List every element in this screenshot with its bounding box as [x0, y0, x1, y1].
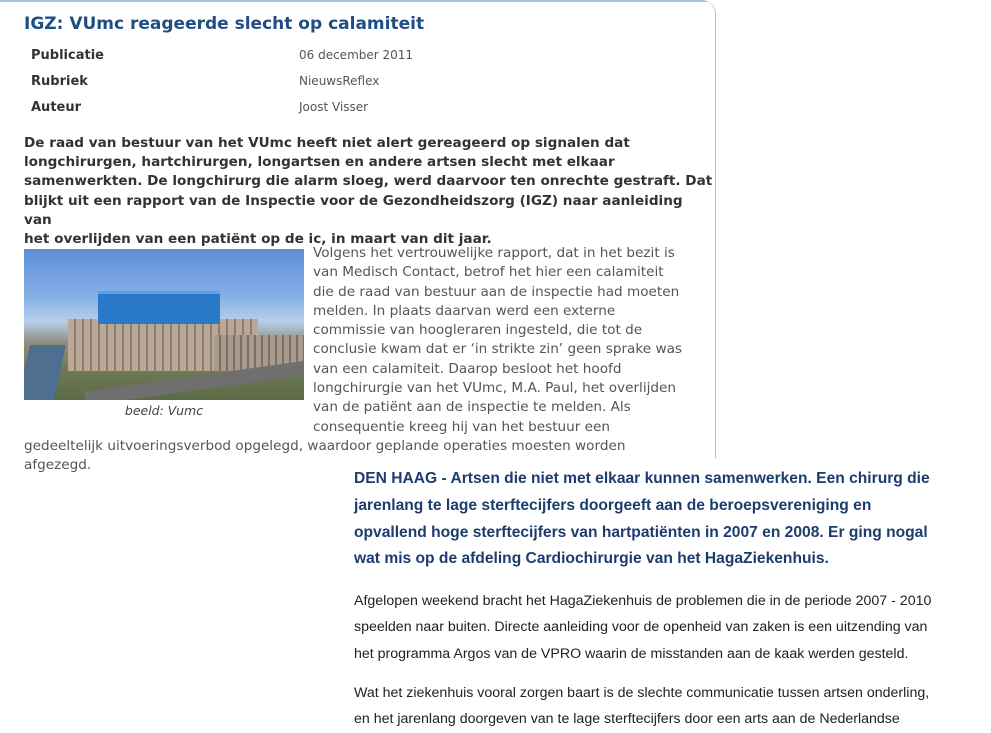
frame-border — [0, 0, 715, 2]
meta-label: Auteur — [31, 100, 82, 115]
photo-building-top — [98, 291, 220, 324]
body-line: van Medisch Contact, betrof het hier een calamiteit — [313, 264, 664, 281]
meta-label: Rubriek — [31, 74, 88, 89]
body-line: van een calamiteit. Daarop besloot het hoofd — [313, 360, 622, 377]
body-line: Volgens het vertrouwelijke rapport, dat in het bezit is — [313, 245, 675, 261]
body-line: gedeeltelijk uitvoeringsverbod opgelegd, waardoor geplande operaties moesten worden — [24, 438, 626, 454]
lead-line: het overlijden van een patiënt op de ic, in maart van dit jaar. — [24, 231, 492, 248]
meta-value: 06 december 2011 — [299, 48, 414, 62]
article2-paragraph-1 — [354, 588, 931, 667]
body-line: melden. In plaats daarvan werd een externe — [313, 302, 616, 319]
lead-line: samenwerkten. De longchirurg die alarm sloeg, werd daarvoor ten onrechte gestraft. Dat — [24, 173, 713, 190]
lead-line: longchirurgen, hartchirurgen, longartsen en andere artsen slecht met elkaar — [24, 154, 615, 171]
article-clipping-haga — [337, 458, 991, 733]
body-line: afgezegd. — [24, 457, 92, 474]
meta-value: Joost Visser — [299, 100, 369, 114]
meta-value: NieuwsReflex — [299, 74, 380, 88]
lead-line: wat mis op de afdeling Cardiochirurgie van het HagaZiekenhuis. — [354, 550, 829, 568]
paragraph-line: speelden naar buiten. Directe aanleiding voor de openheid van zaken is een uitzending van — [354, 619, 928, 636]
article2-paragraph-2 — [354, 680, 929, 733]
body-line: die de raad van bestuur aan de inspectie had moeten — [313, 283, 680, 300]
lead-line: DEN HAAG - Artsen die niet met elkaar kunnen samenwerken. Een chirurg die — [354, 470, 930, 487]
paragraph-line: Afgelopen weekend bracht het HagaZiekenhuis de problemen die in de periode 2007 - 2010 — [354, 593, 932, 609]
body-line: van de patiënt aan de inspectie te melden. Als — [313, 399, 631, 416]
lead-line: jarenlang te lage sterftecijfers doorgeeft aan de beroepsvereniging en — [354, 496, 872, 514]
article-body-column — [313, 244, 682, 437]
lead-line: blijkt uit een rapport van de Inspectie voor de Gezondheidszorg (IGZ) naar aanleiding van — [24, 192, 683, 228]
article2-lead — [354, 466, 930, 573]
article-clipping-vumc — [0, 0, 716, 485]
image-caption: beeld: Vumc — [124, 403, 204, 418]
body-line: conclusie kwam dat er ‘in strikte zin’ geen sprake was — [313, 341, 682, 358]
lead-line: opvallend hoge sterftecijfers van hartpatiënten in 2007 en 2008. Er ging nogal — [354, 523, 928, 541]
body-line: longchirurgie van het VUmc, M.A. Paul, het overlijden — [313, 380, 676, 397]
article-lead — [24, 134, 714, 249]
article-title: IGZ: VUmc reageerde slecht op calamiteit — [24, 14, 425, 34]
paragraph-line: Wat het ziekenhuis vooral zorgen baart is de slechte communicatie tussen artsen onderling, — [354, 685, 930, 701]
meta-label: Publicatie — [31, 48, 104, 63]
paragraph-line: het programma Argos van de VPRO waarin de misstanden aan de kaak werden gesteld. — [354, 645, 909, 662]
paragraph-line: en het jarenlang doorgeven van te lage sterftecijfers door een arts aan de Nederlandse — [354, 711, 900, 728]
body-line: commissie van hoogleraren ingesteld, die tot de — [313, 322, 643, 339]
photo-water — [24, 345, 66, 400]
body-line: consequentie kreeg hij van het bestuur een — [313, 418, 611, 435]
hospital-photo — [24, 249, 304, 400]
lead-line: De raad van bestuur van het VUmc heeft niet alert gereageerd op signalen dat — [24, 135, 630, 151]
